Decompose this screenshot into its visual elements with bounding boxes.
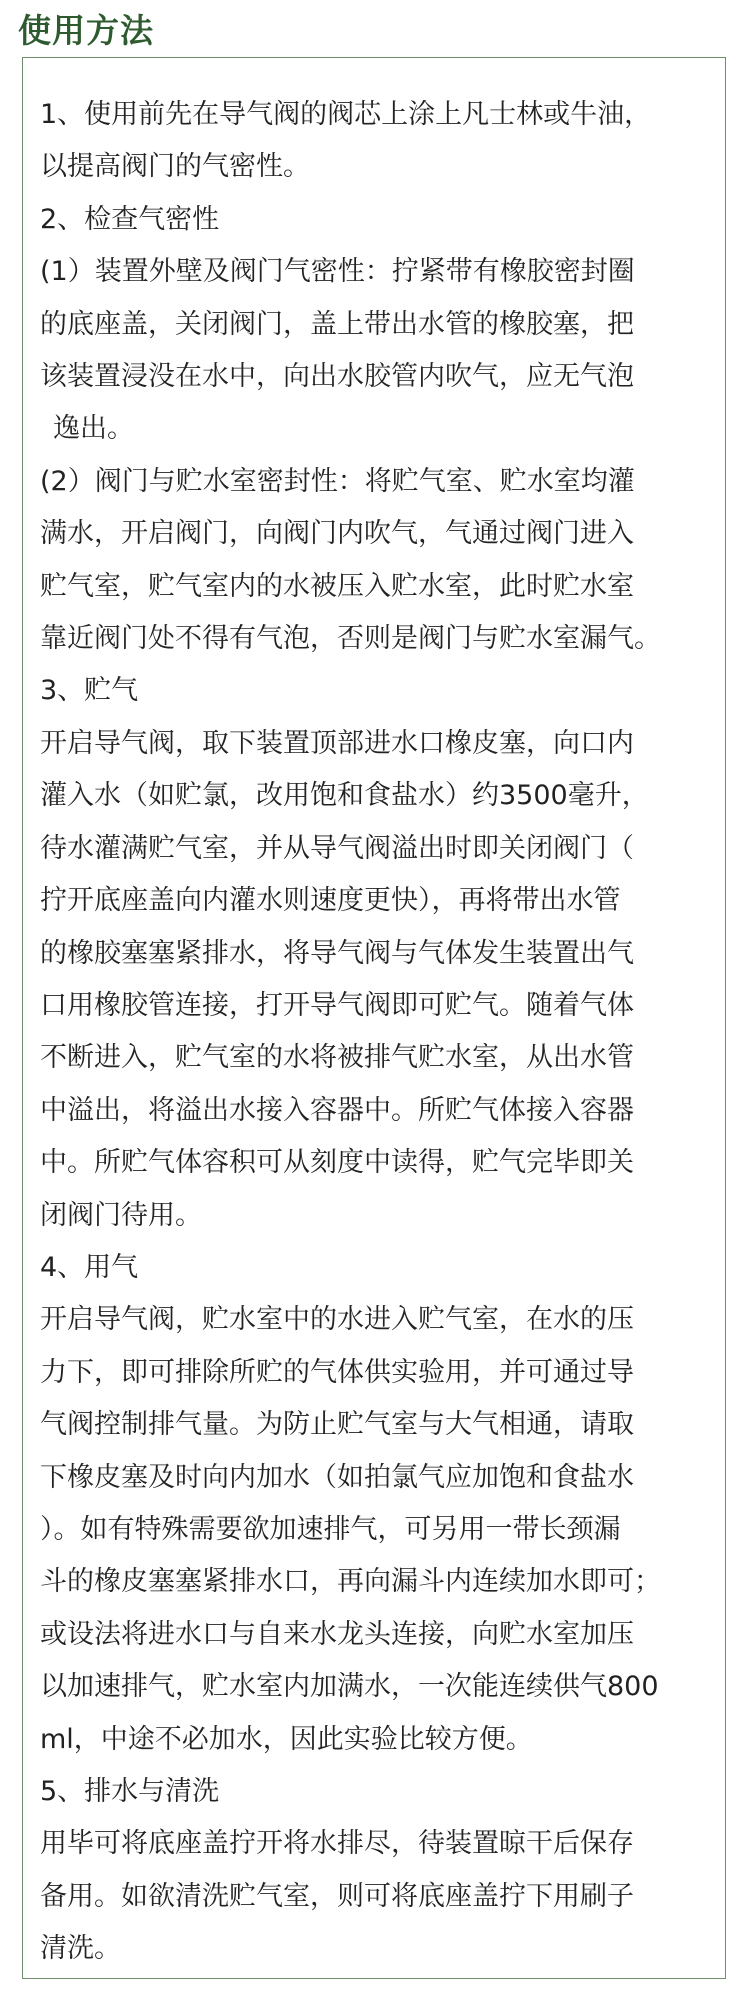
text-line: 待水灌满贮气室，并从导气阀溢出时即关闭阀门（ [40, 832, 634, 864]
text-line: 闭阀门待用。 [40, 1199, 202, 1231]
text-line: 的橡胶塞塞紧排水，将导气阀与气体发生装置出气 [40, 937, 634, 969]
text-line: 备用。如欲清洗贮气室，则可将底座盖拧下用刷子 [40, 1880, 634, 1912]
text-line: 不断进入，贮气室的水将被排气贮水室，从出水管 [40, 1042, 634, 1074]
text-line: 以提高阀门的气密性。 [40, 151, 310, 183]
section-heading: 5、排水与清洗 [40, 1776, 220, 1807]
section-heading: 4、用气 [40, 1251, 139, 1283]
text-line: ml，中途不必加水，因此实验比较方便。 [40, 1723, 533, 1755]
text-line: 清洗。 [40, 1933, 121, 1965]
page-title: 使用方法 [18, 11, 154, 50]
text-line: 逸出。 [53, 413, 134, 445]
instructions-text [40, 89, 720, 1976]
text-line: 靠近阀门处不得有气泡，否则是阀门与贮水室漏气。 [40, 623, 661, 655]
text-line: ）。如有特殊需要欲加速排气，可另用一带长颈漏 [40, 1513, 621, 1545]
text-line: 中。所贮气体容积可从刻度中读得，贮气完毕即关 [40, 1147, 634, 1179]
text-line: 或设法将进水口与自来水龙头连接，向贮水室加压 [40, 1618, 634, 1650]
text-line: 斗的橡皮塞塞紧排水口，再向漏斗内连续加水即可； [40, 1566, 661, 1598]
text-line: 开启导气阀，取下装置顶部进水口橡皮塞，向口内 [40, 727, 634, 759]
instructions-box [22, 57, 726, 1979]
text-line: 该装置浸没在水中，向出水胶管内吹气，应无气泡 [40, 361, 634, 393]
text-line: 以加速排气，贮水室内加满水，一次能连续供气800 [40, 1671, 659, 1703]
text-line: 中溢出，将溢出水接入容器中。所贮气体接入容器 [40, 1094, 634, 1126]
text-line: 贮气室，贮气室内的水被压入贮水室，此时贮水室 [40, 570, 634, 602]
text-line: 力下，即可排除所贮的气体供实验用，并可通过导 [40, 1356, 634, 1388]
text-line: 拧开底座盖向内灌水则速度更快），再将带出水管 [40, 885, 621, 917]
section-heading: 3、贮气 [40, 675, 139, 707]
text-line: 灌入水（如贮氯，改用饱和食盐水）约3500毫升， [40, 780, 649, 812]
text-line: 下橡皮塞及时向内加水（如拍氯气应加饱和食盐水 [40, 1461, 634, 1493]
text-line: 满水，开启阀门，向阀门内吹气，气通过阀门进入 [40, 518, 634, 550]
section-heading: 2、检查气密性 [40, 203, 220, 235]
text-line: 口用橡胶管连接，打开导气阀即可贮气。随着气体 [40, 989, 634, 1021]
text-line: (2）阀门与贮水室密封性：将贮气室、贮水室均灌 [40, 465, 635, 497]
text-line: 开启导气阀，贮水室中的水进入贮气室，在水的压 [40, 1304, 634, 1336]
text-line: 用毕可将底座盖拧开将水排尽，待装置晾干后保存 [40, 1828, 634, 1860]
text-line: 1、使用前先在导气阀的阀芯上涂上凡士林或牛油， [40, 99, 652, 130]
text-line: 气阀控制排气量。为防止贮气室与大气相通，请取 [40, 1409, 634, 1441]
text-line: (1）装置外壁及阀门气密性：拧紧带有橡胶密封圈 [40, 256, 635, 288]
text-line: 的底座盖，关闭阀门，盖上带出水管的橡胶塞，把 [40, 308, 634, 340]
